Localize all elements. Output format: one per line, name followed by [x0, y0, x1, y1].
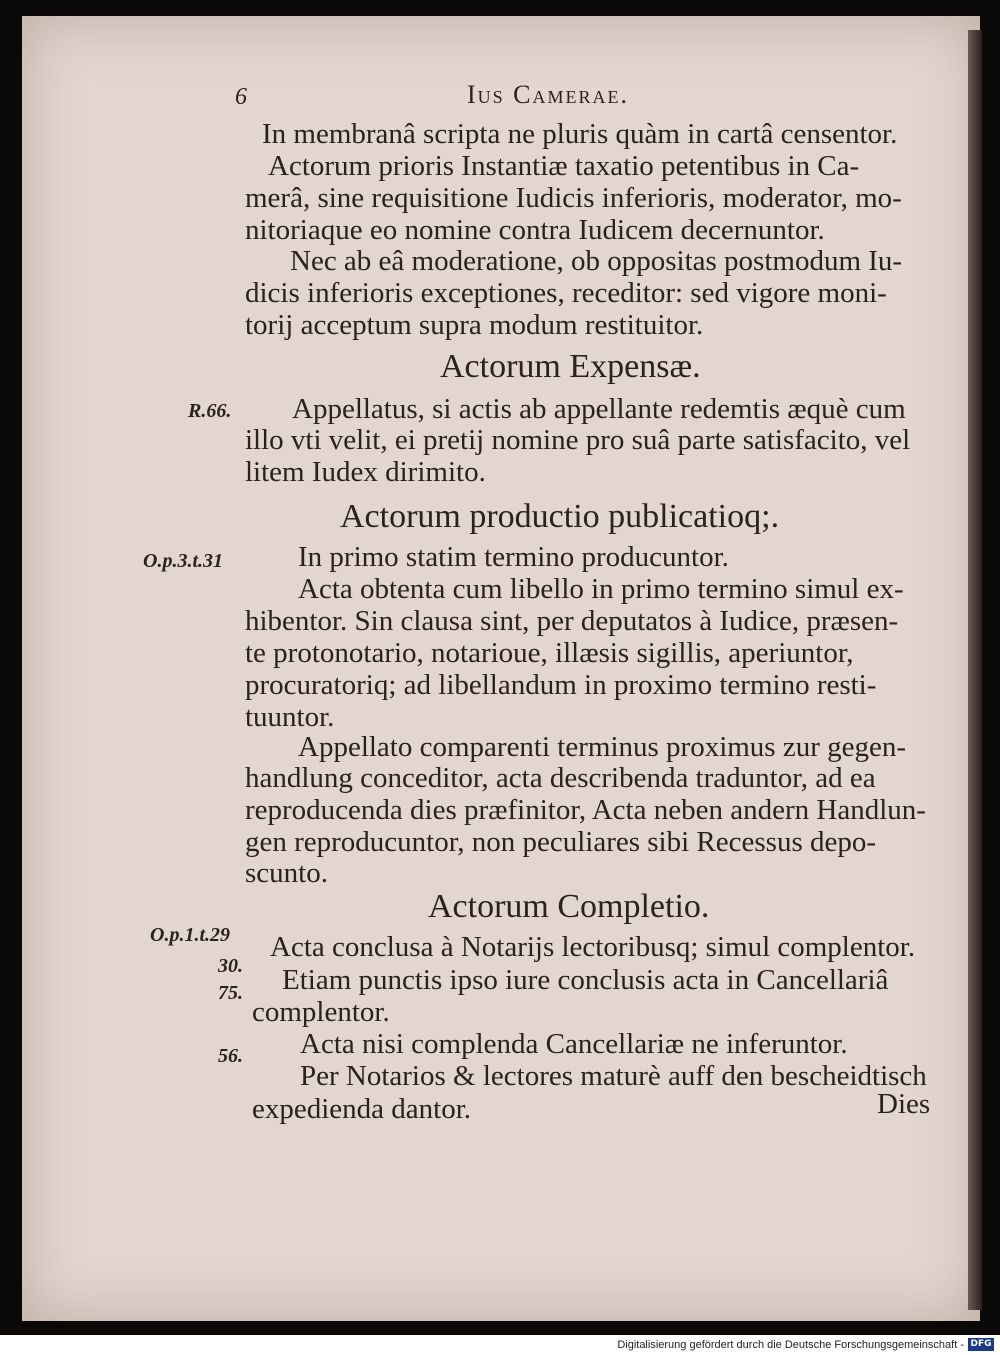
- text-line: In primo statim termino producuntor.: [298, 541, 729, 573]
- text-line: illo vti velit, ei pretij nomine pro suâ parte satisfacito, vel: [245, 424, 911, 456]
- text-line: Acta obtenta cum libello in primo termino simul ex-: [298, 573, 904, 605]
- catchword: Dies: [877, 1088, 931, 1120]
- text-line: dicis inferioris exceptiones, receditor: sed vigore moni-: [245, 277, 887, 309]
- text-line: Etiam punctis ipso iure conclusis acta in Cancellariâ: [282, 964, 889, 996]
- text-line: Acta conclusa à Notarijs lectoribusq; simul complentor.: [270, 931, 916, 963]
- text-line: procuratoriq; ad libellandum in proximo termino resti-: [245, 669, 877, 701]
- text-line: litem Iudex dirimito.: [245, 456, 486, 488]
- margin-note: 30.: [218, 955, 243, 977]
- dfg-logo: DFG: [968, 1338, 994, 1351]
- margin-note: R.66.: [188, 400, 232, 422]
- text-line: scunto.: [245, 857, 328, 889]
- text-line: complentor.: [252, 996, 390, 1028]
- text-line: merâ, sine requisitione Iudicis inferioris, moderator, mo-: [245, 182, 902, 214]
- running-head: Ius Camerae.: [467, 80, 630, 109]
- page-number: 6: [235, 84, 247, 110]
- text-line: gen reproducuntor, non peculiares sibi Recessus depo-: [245, 826, 877, 858]
- section-heading-productio: Actorum productio publicatioq;.: [340, 498, 780, 535]
- margin-note: 56.: [218, 1045, 243, 1067]
- text-line: expedienda dantor.: [252, 1093, 472, 1125]
- text-line: Appellato comparenti terminus proximus zur gegen-: [298, 731, 907, 763]
- text-line: nitoriaque eo nomine contra Iudicem decernuntor.: [245, 214, 825, 246]
- text-line: Actorum prioris Instantiæ taxatio petentibus in Ca-: [268, 150, 860, 182]
- margin-note: O.p.3.t.31: [143, 550, 223, 572]
- section-heading-expensae: Actorum Expensæ.: [440, 348, 701, 385]
- text-line: reproducenda dies præfinitor, Acta neben andern Handlun-: [245, 794, 926, 826]
- text-line: te protonotario, notarioue, illæsis sigillis, aperiuntor,: [245, 637, 854, 669]
- margin-note: 75.: [218, 982, 243, 1004]
- footer-credit: Digitalisierung gefördert durch die Deutsche Forschungsgemeinschaft -: [617, 1339, 964, 1351]
- text-line: torij acceptum supra modum restituitor.: [245, 309, 704, 341]
- text-line: tuuntor.: [245, 701, 335, 733]
- text-line: Nec ab eâ moderatione, ob oppositas postmodum Iu-: [290, 245, 903, 277]
- text-line: Per Notarios & lectores maturè auff den bescheidtisch: [300, 1060, 927, 1092]
- text-line: Appellatus, si actis ab appellante redemtis æquè cum: [292, 393, 906, 425]
- text-line: Acta nisi complenda Cancellariæ ne inferuntor.: [300, 1028, 848, 1060]
- text-line: In membranâ scripta ne pluris quàm in cartâ censentor.: [262, 118, 898, 150]
- section-heading-completio: Actorum Completio.: [428, 888, 710, 925]
- text-line: hibentor. Sin clausa sint, per deputatos à Iudice, præsen-: [245, 605, 899, 637]
- margin-note: O.p.1.t.29: [150, 924, 230, 946]
- page-edge: [968, 30, 982, 1310]
- text-line: handlung conceditor, acta describenda traduntor, ad ea: [245, 762, 876, 794]
